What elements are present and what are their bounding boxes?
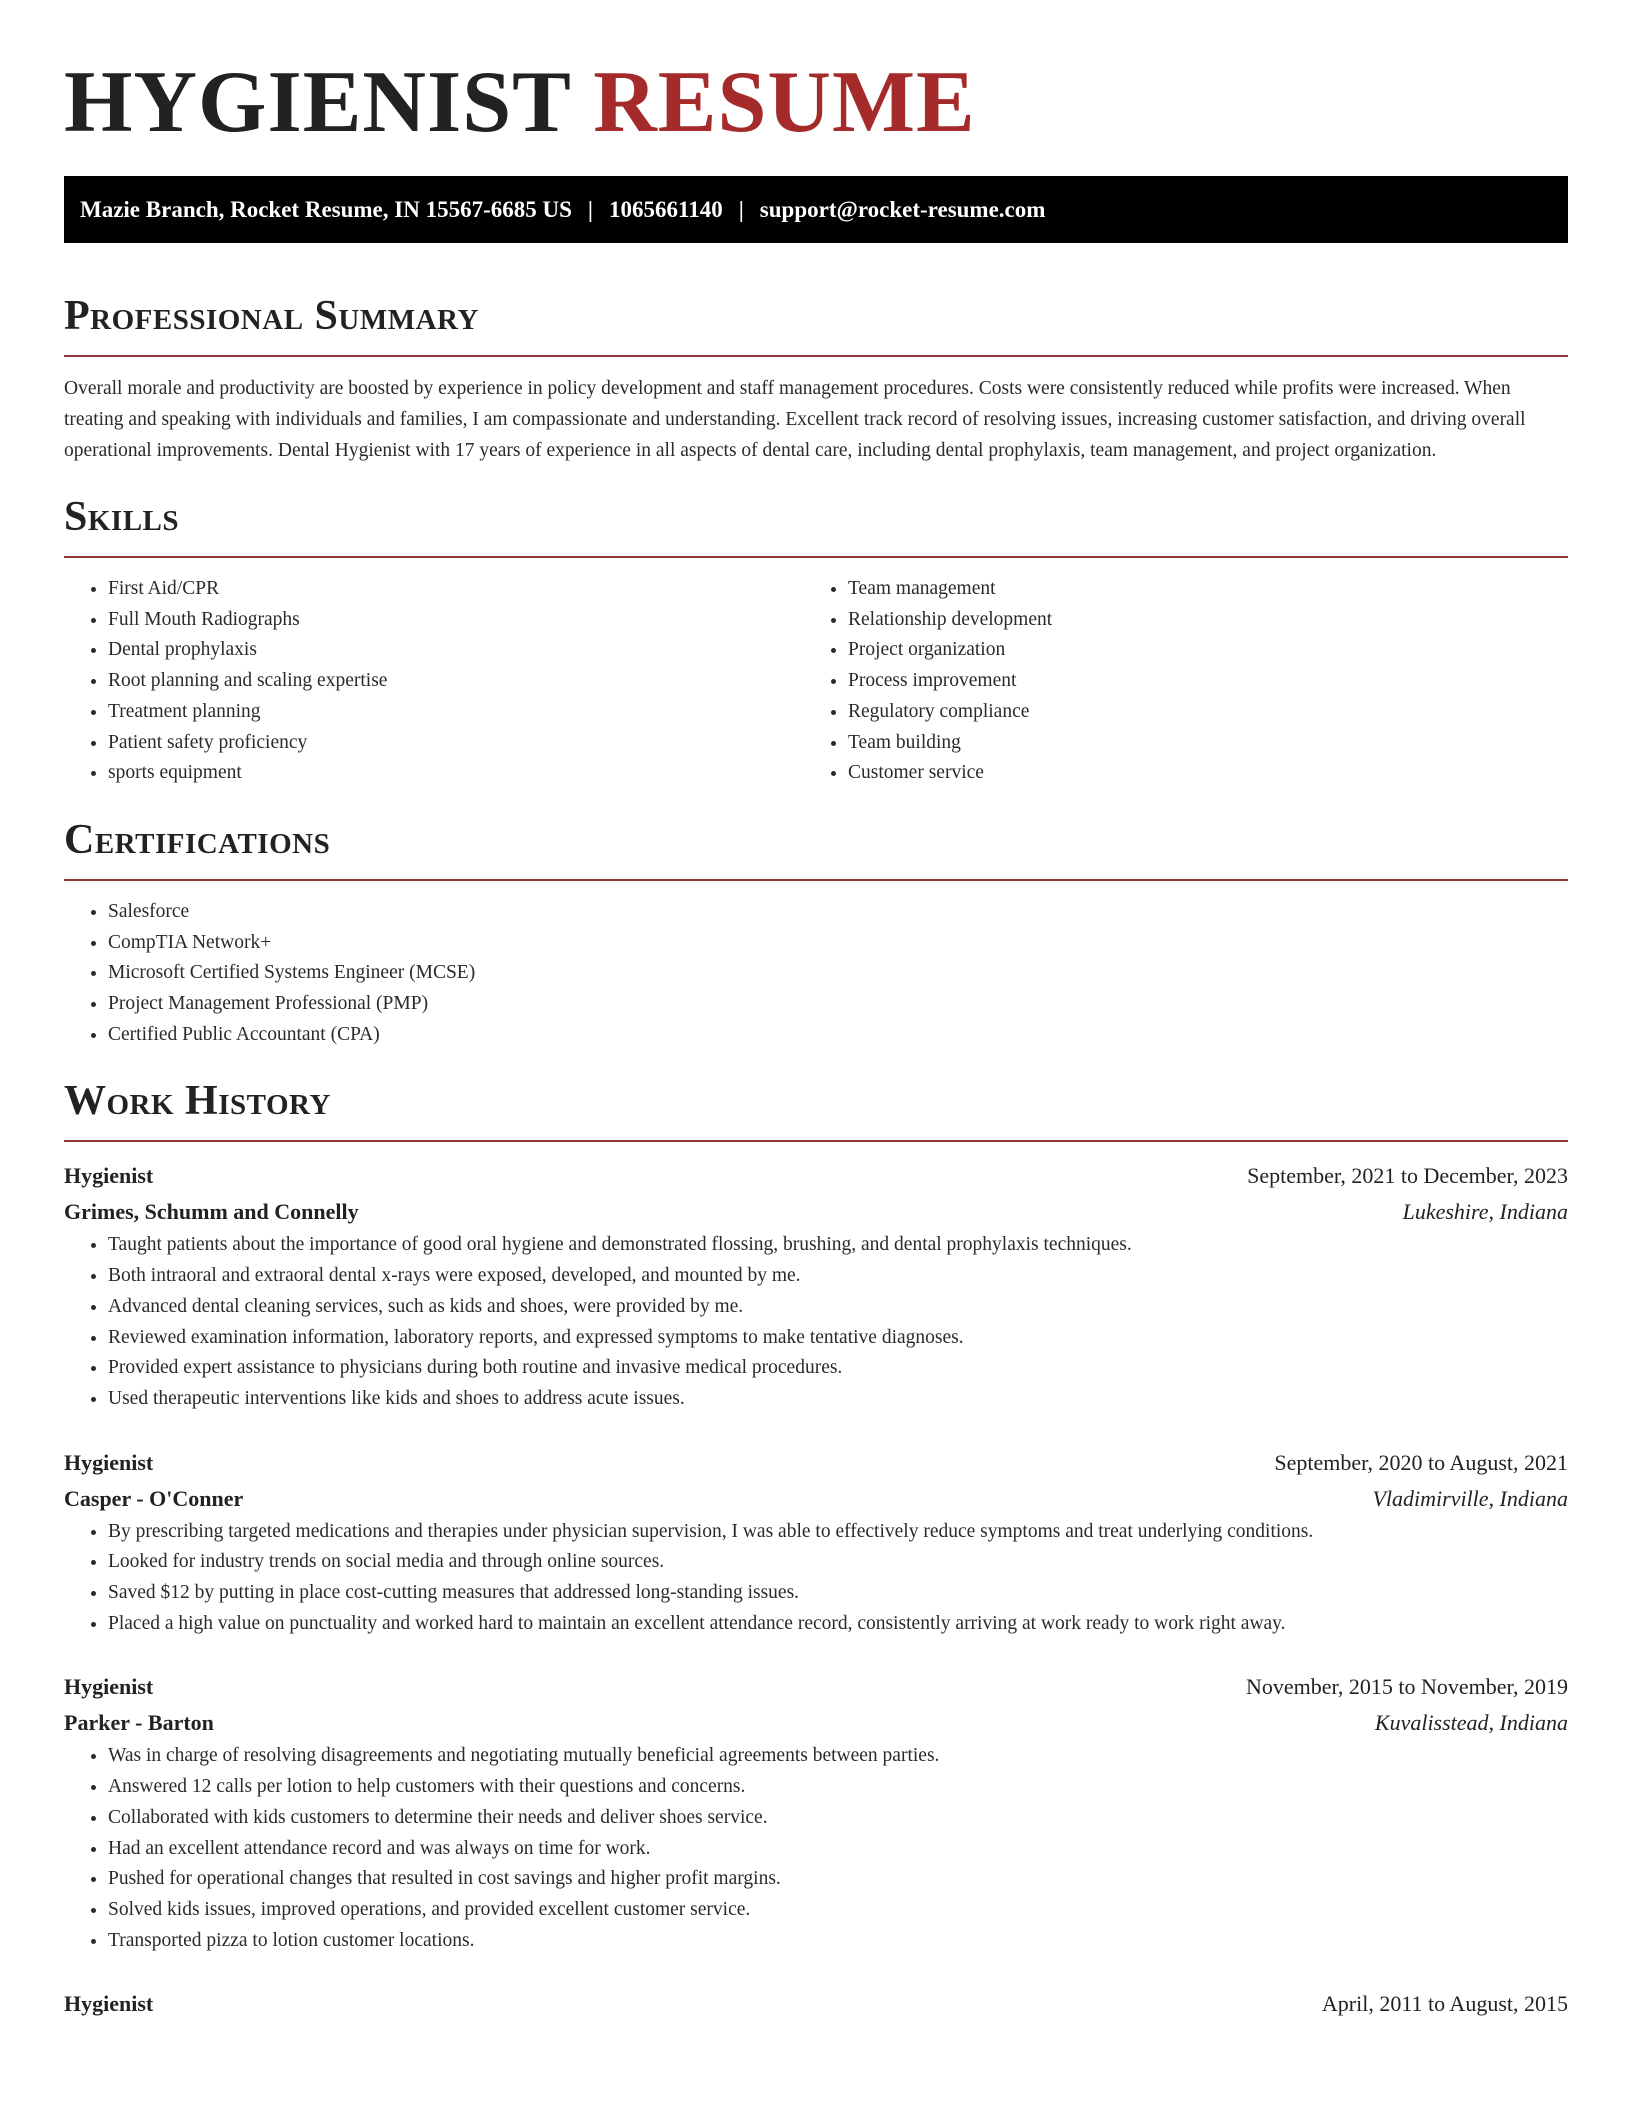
- certification-item: • Certified Public Accountant (CPA): [108, 1020, 1568, 1051]
- job-bullet: • Used therapeutic interventions like kids and shoes to address acute issues.: [108, 1384, 1568, 1415]
- skill-item: • First Aid/CPR: [108, 574, 804, 605]
- skill-item: • Customer service: [848, 758, 1544, 789]
- job-entry: [64, 1445, 1568, 1640]
- skill-item: • Patient safety proficiency: [108, 728, 804, 759]
- skill-item: • Regulatory compliance: [848, 697, 1544, 728]
- job-location: Kuvalisstead, Indiana: [1374, 1710, 1568, 1736]
- job-bullet: • Saved $12 by putting in place cost-cutting measures that addressed long-standing issues.: [108, 1578, 1568, 1609]
- certification-item: • Microsoft Certified Systems Engineer (MCSE): [108, 958, 1568, 989]
- job-bullet: • Provided expert assistance to physicians during both routine and invasive medical procedures.: [108, 1353, 1568, 1384]
- job-entry: [64, 1986, 1568, 2022]
- title-main: HYGIENIST: [64, 54, 571, 151]
- contact-separator: |: [738, 197, 744, 222]
- job-bullet: • Answered 12 calls per lotion to help customers with their questions and concerns.: [108, 1772, 1568, 1803]
- skill-item: • Process improvement: [848, 666, 1544, 697]
- job-title: Hygienist: [64, 1674, 154, 1700]
- work-history-section: [64, 1076, 1568, 2022]
- job-company-row: [64, 1481, 1568, 1517]
- contact-address: Mazie Branch, Rocket Resume, IN 15567-6685 US: [80, 197, 572, 222]
- job-dates: September, 2021 to December, 2023: [1247, 1163, 1568, 1189]
- job-bullet: • Both intraoral and extraoral dental x-rays were exposed, developed, and mounted by me.: [108, 1261, 1568, 1292]
- job-bullet: • Looked for industry trends on social media and through online sources.: [108, 1547, 1568, 1578]
- job-bullet: • Advanced dental cleaning services, such as kids and shoes, were provided by me.: [108, 1292, 1568, 1323]
- job-dates: September, 2020 to August, 2021: [1274, 1449, 1568, 1475]
- section-divider: [64, 355, 1568, 357]
- job-bullet: • Placed a high value on punctuality and worked hard to maintain an excellent attendance record, consistently arriving at work ready to work right away.: [108, 1609, 1568, 1640]
- skills-column-left: [64, 574, 804, 789]
- job-bullet: • Was in charge of resolving disagreements and negotiating mutually beneficial agreements between parties.: [108, 1741, 1568, 1772]
- skills-section: [64, 492, 1568, 789]
- summary-section: [64, 291, 1568, 466]
- summary-text: Overall morale and productivity are boosted by experience in policy development and staff management procedures. Costs were consistently reduced while profits were increased. When treating and speaking with individuals and families, I am compassionate and understanding. Excellent track record of resolving issues, increasing customer satisfaction, and driving overall operational improvements. Dental Hygienist with 17 years of experience in all aspects of dental care, including dental prophylaxis, team management, and project organization.: [64, 378, 1526, 461]
- resume-title: [64, 54, 1568, 151]
- certification-item: • CompTIA Network+: [108, 928, 1568, 959]
- contact-email[interactable]: support@rocket-resume.com: [759, 197, 1046, 222]
- skill-item: • sports equipment: [108, 758, 804, 789]
- skill-item: • Project organization: [848, 635, 1544, 666]
- job-bullets: [64, 1517, 1568, 1640]
- job-company-row: [64, 1705, 1568, 1741]
- job-header-row: [64, 1158, 1568, 1194]
- job-bullets: [64, 1741, 1568, 1956]
- certification-item: • Salesforce: [108, 897, 1568, 928]
- skill-item: • Dental prophylaxis: [108, 635, 804, 666]
- job-entry: [64, 1158, 1568, 1414]
- job-title: Hygienist: [64, 1991, 154, 2017]
- section-divider: [64, 879, 1568, 881]
- work-history-heading: Work History: [64, 1078, 331, 1125]
- section-divider: [64, 556, 1568, 558]
- job-header-row: [64, 1986, 1568, 2022]
- job-bullet: • Pushed for operational changes that resulted in cost savings and higher profit margins.: [108, 1864, 1568, 1895]
- certifications-heading: Certifications: [64, 816, 331, 863]
- summary-heading: Professional Summary: [64, 293, 479, 339]
- skills-heading: Skills: [64, 494, 180, 540]
- job-bullet: • By prescribing targeted medications and therapies under physician supervision, I was able to effectively reduce symptoms and treat underlying conditions.: [108, 1517, 1568, 1548]
- job-company-row: [64, 1194, 1568, 1230]
- job-bullet: • Had an excellent attendance record and was always on time for work.: [108, 1834, 1568, 1865]
- skill-item: • Treatment planning: [108, 697, 804, 728]
- contact-separator: |: [587, 197, 593, 222]
- job-company: Grimes, Schumm and Connelly: [64, 1199, 359, 1225]
- skills-list-left: [64, 574, 804, 789]
- job-location: Vladimirville, Indiana: [1372, 1485, 1568, 1511]
- job-dates: November, 2015 to November, 2019: [1245, 1674, 1568, 1700]
- certifications-section: [64, 815, 1568, 1051]
- skill-item: • Root planning and scaling expertise: [108, 666, 804, 697]
- job-bullet: • Taught patients about the importance of good oral hygiene and demonstrated flossing, brushing, and dental prophylaxis techniques.: [108, 1230, 1568, 1261]
- job-header-row: [64, 1445, 1568, 1481]
- skills-columns: [64, 574, 1568, 789]
- skills-list-right: [804, 574, 1544, 789]
- certifications-list: [64, 897, 1568, 1051]
- job-location: Lukeshire, Indiana: [1402, 1199, 1568, 1225]
- skills-column-right: [804, 574, 1544, 789]
- skill-item: • Relationship development: [848, 605, 1544, 636]
- job-title: Hygienist: [64, 1449, 154, 1475]
- title-accent: RESUME: [593, 54, 976, 151]
- job-bullet: • Collaborated with kids customers to determine their needs and deliver shoes service.: [108, 1803, 1568, 1834]
- contact-bar: [64, 176, 1568, 243]
- job-entry: [64, 1669, 1568, 1956]
- section-divider: [64, 1140, 1568, 1142]
- contact-phone[interactable]: 1065661140: [608, 197, 723, 222]
- skill-item: • Team management: [848, 574, 1544, 605]
- job-company: Casper - O'Conner: [64, 1485, 244, 1511]
- job-bullet: • Reviewed examination information, laboratory reports, and expressed symptoms to make tentative diagnoses.: [108, 1323, 1568, 1354]
- job-bullet: • Transported pizza to lotion customer locations.: [108, 1926, 1568, 1957]
- job-header-row: [64, 1669, 1568, 1705]
- resume-page: [64, 0, 1568, 2052]
- job-dates: April, 2011 to August, 2015: [1321, 1991, 1568, 2017]
- job-bullets: [64, 1230, 1568, 1414]
- job-title: Hygienist: [64, 1163, 154, 1189]
- skill-item: • Team building: [848, 728, 1544, 759]
- certification-item: • Project Management Professional (PMP): [108, 989, 1568, 1020]
- skill-item: • Full Mouth Radiographs: [108, 605, 804, 636]
- job-bullet: • Solved kids issues, improved operations, and provided excellent customer service.: [108, 1895, 1568, 1926]
- job-company: Parker - Barton: [64, 1710, 214, 1736]
